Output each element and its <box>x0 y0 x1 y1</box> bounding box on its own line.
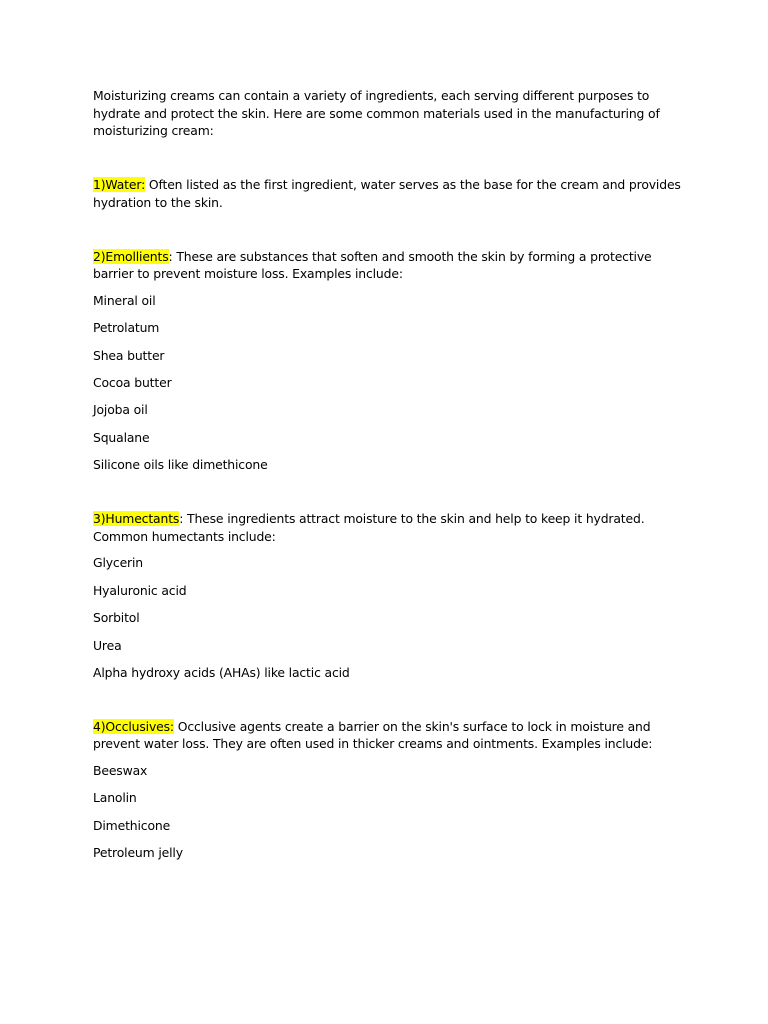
section-humectants-paragraph <box>93 510 683 545</box>
section-water <box>93 176 683 211</box>
section-occlusives-paragraph <box>93 718 683 753</box>
list-item: Sorbitol <box>93 610 140 626</box>
list-item: Cocoa butter <box>93 375 172 391</box>
list-item: Beeswax <box>93 763 148 779</box>
list-item: Alpha hydroxy acids (AHAs) like lactic acid <box>93 664 350 680</box>
section-occlusives-text: Occlusive agents create a barrier on the skin's surface to lock in moisture and prevent water loss. They are often used in thicker creams and ointments. Examples include: <box>93 718 653 752</box>
list-item: Mineral oil <box>93 292 156 308</box>
emollients-list <box>93 292 683 474</box>
list-item: Dimethicone <box>93 817 171 833</box>
document-page <box>93 87 683 862</box>
section-humectants-text: : These ingredients attract moisture to the skin and help to keep it hydrated. Common humectants include: <box>93 510 645 544</box>
list-item: Jojoba oil <box>93 402 148 418</box>
list-item: Squalane <box>93 429 150 445</box>
list-item: Shea butter <box>93 347 165 363</box>
section-emollients <box>93 248 683 474</box>
section-humectants-label: 3)Humectants <box>93 510 180 526</box>
list-item: Urea <box>93 637 122 653</box>
section-humectants <box>93 510 683 682</box>
section-water-text: Often listed as the first ingredient, water serves as the base for the cream and provides hydration to the skin. <box>93 177 681 210</box>
list-item: Silicone oils like dimethicone <box>93 457 268 473</box>
list-item: Hyaluronic acid <box>93 582 187 598</box>
section-water-label: 1)Water: <box>93 177 146 193</box>
list-item: Glycerin <box>93 555 144 571</box>
humectants-list <box>93 554 683 681</box>
intro-paragraph: Moisturizing creams can contain a variety of ingredients, each serving different purposes to hydrate and protect the skin. Here are some common materials used in the manufacturing of moisturizing cream: <box>93 88 660 139</box>
occlusives-list <box>93 762 683 862</box>
section-emollients-label: 2)Emollients <box>93 248 169 264</box>
section-emollients-text: : These are substances that soften and smooth the skin by forming a protective barrier to prevent moisture loss. Examples include: <box>93 248 652 282</box>
section-occlusives <box>93 718 683 862</box>
section-water-paragraph <box>93 176 683 211</box>
list-item: Petroleum jelly <box>93 845 183 861</box>
list-item: Lanolin <box>93 790 137 806</box>
list-item: Petrolatum <box>93 320 160 336</box>
section-occlusives-label: 4)Occlusives: <box>93 718 174 734</box>
section-emollients-paragraph <box>93 248 683 283</box>
